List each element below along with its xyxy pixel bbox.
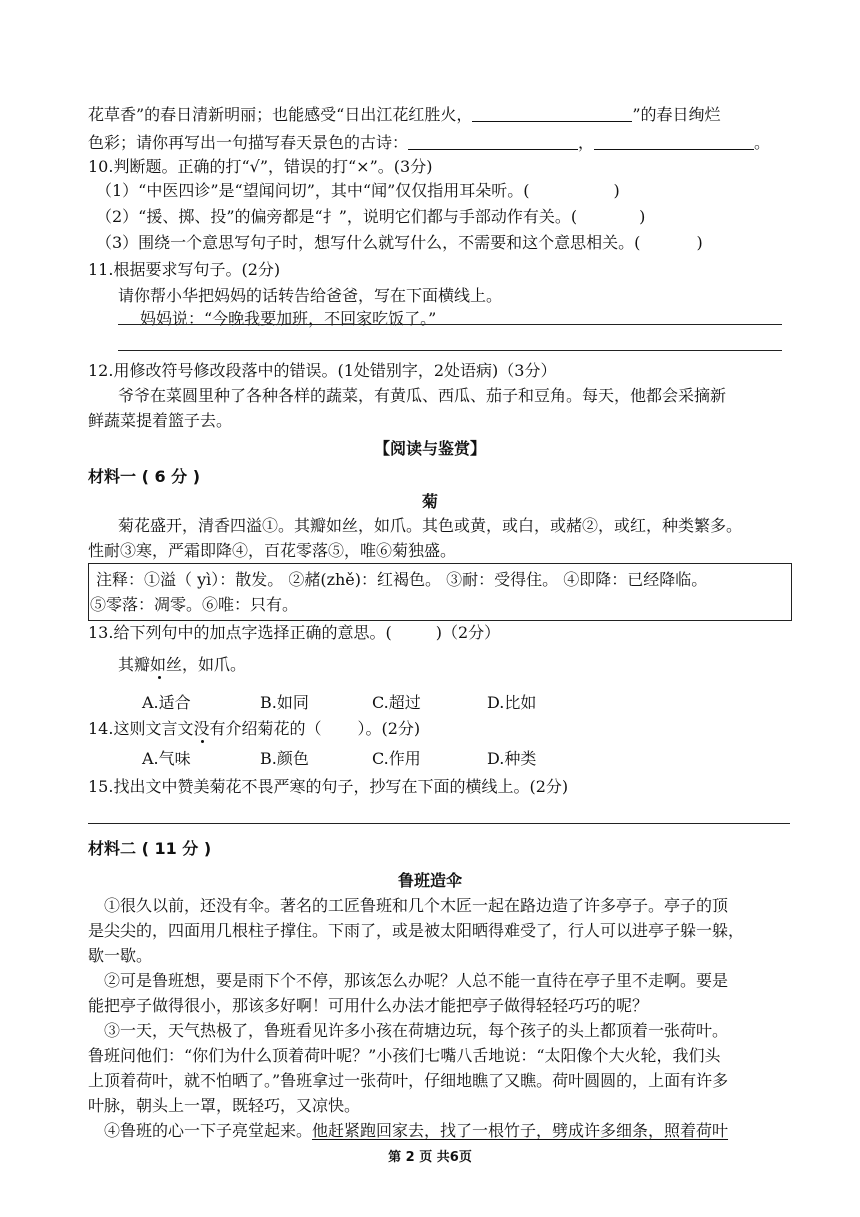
q13-title-text: 13.给下列句中的加点字选择正确的意思。( [88, 623, 392, 642]
q9-answer-blank-1[interactable] [472, 105, 632, 122]
q10-item-2-text: （2）“援、掷、投”的偏旁都是“扌”，说明它们都与手部动作有关。( [96, 207, 578, 226]
story-p3-line-4: 叶脉，朝头上一罩，既轻巧，又凉快。 [88, 1096, 361, 1115]
story-p4-underlined: 他赶紧跑回家去，找了一根竹子，劈成许多细条，照着荷叶 [312, 1121, 729, 1140]
q14-title [88, 718, 800, 740]
story-p1-line-2: 是尖尖的，四面用几根柱子撑住。下雨了，或是被太阳晒得难受了，行人可以进亭子躲一躲， [88, 921, 745, 940]
annotation-line-1: 注释：①溢（ yì）：散发。 ②赭(zhě)：红褐色。 ③耐：受得住。 ④即降：已经降临。 [96, 570, 708, 589]
q13-sentence-b: 丝，如爪。 [166, 655, 247, 674]
q13-sentence [118, 654, 800, 676]
q13-option-a: A.适合 [142, 693, 191, 712]
q13-option-d: D.比如 [487, 693, 537, 712]
section-title: 【阅读与鉴赏】 [373, 439, 486, 458]
q9-line-2 [88, 132, 800, 154]
story-p3-line-2: 鲁班问他们：“你们为什么顶着荷叶呢？”小孩们七嘴八舌地说：“太阳像个大火轮，我们头 [88, 1046, 721, 1065]
q10-title: 10.判断题。正确的打“√”，错误的打“×”。(3分) [88, 157, 433, 176]
story-p1-line-1: ①很久以前，还没有伞。著名的工匠鲁班和几个木匠一起在路边造了许多亭子。亭子的顶 [104, 896, 729, 915]
q10-item-3 [96, 232, 800, 254]
q10-item-3-text: （3）围绕一个意思写句子时，想写什么就写什么，不需要和这个意思相关。( [96, 233, 641, 252]
story-p1-line-3: 歇一歇。 [88, 946, 153, 965]
material2-heading: 材料二 ( 11 分 ) [88, 839, 212, 858]
story-p2-line-2: 能把亭子做得很小，那该多好啊！可用什么办法才能把亭子做得轻轻巧巧的呢？ [88, 996, 649, 1015]
q9-poem-blank-2[interactable] [594, 133, 754, 150]
q9-text-b: ”的春日绚烂 [632, 105, 721, 124]
story-p3-line-3: 上顶着荷叶，就不怕晒了。”鲁班拿过一张荷叶，仔细地瞧了又瞧。荷叶圆圆的，上面有许多 [88, 1071, 729, 1090]
story-p4-text: ④鲁班的心一下子亮堂起来。 [104, 1121, 313, 1140]
material1-text-line-1: 菊花盛开，清香四溢①。其瓣如丝，如爪。其色或黄，或白，或赭②，或红，种类繁多。 [118, 516, 743, 535]
q11-answer-line-1[interactable] [118, 324, 782, 325]
annotation-line-2: ⑤零落：凋零。⑥唯：只有。 [90, 595, 299, 614]
page-footer: 第 2 页 共6页 [388, 1150, 472, 1165]
q12-paragraph-line-1: 爷爷在菜圆里种了各种各样的蔬菜，有黄瓜、西瓜、茄子和豆角。每天，他都会采摘新 [118, 386, 727, 405]
q11-title: 11.根据要求写句子。(2分) [88, 260, 281, 279]
q9-text-c: 色彩；请你再写出一句描写春天景色的古诗： [88, 133, 409, 152]
story-p2-line-1: ②可是鲁班想，要是雨下个不停，那该怎么办呢？人总不能一直待在亭子里不走啊。要是 [104, 971, 729, 990]
q11-answer-line-2[interactable] [118, 350, 782, 351]
q13-sentence-a: 其瓣 [118, 655, 151, 674]
material1-text-line-2: 性耐③寒，严霜即降④，百花零落⑤，唯⑥菊独盛。 [88, 541, 457, 560]
q11-prompt: 请你帮小华把妈妈的话转告给爸爸，写在下面横线上。 [118, 286, 503, 305]
material2-story-title: 鲁班造伞 [397, 871, 462, 890]
q14-title-a: 14.这则文言文 [88, 719, 194, 738]
q10-item-1-text: （1）“中医四诊”是“望闻问切”，其中“闻”仅仅指用耳朵听。( [96, 181, 530, 200]
q13-title-score: )（2分） [435, 623, 501, 642]
q13-option-b: B.如同 [260, 693, 309, 712]
q14-dotted-char: 没 [193, 719, 210, 738]
q10-item-2 [96, 206, 800, 228]
q10-item-3-close: ) [696, 233, 703, 252]
q9-text-a: 花草香”的春日清新明丽；也能感受“日出江花红胜火， [88, 105, 473, 124]
q9-period: 。 [754, 133, 771, 152]
q13-title [88, 622, 800, 644]
q15-title: 15.找出文中赞美菊花不畏严寒的句子，抄写在下面的横线上。(2分) [88, 777, 569, 796]
q12-paragraph-line-2: 鲜蔬菜提着篮子去。 [88, 411, 233, 430]
story-p4-line-1 [104, 1120, 800, 1142]
q14-option-d: D.种类 [487, 749, 537, 768]
q14-option-c: C.作用 [372, 749, 421, 768]
q9-comma: ， [578, 133, 595, 152]
q14-option-a: A.气味 [142, 749, 191, 768]
q13-option-c: C.超过 [372, 693, 421, 712]
q14-title-b: 有介绍菊花的（ [209, 719, 322, 738]
q14-option-b: B.颜色 [260, 749, 309, 768]
q10-item-2-close: ) [639, 207, 646, 226]
q13-dotted-char: 如 [150, 655, 167, 674]
material1-poem-title: 菊 [421, 492, 438, 511]
q12-title: 12.用修改符号修改段落中的错误。(1处错别字，2处语病)（3分） [88, 361, 557, 380]
q11-quote: 妈妈说：“今晚我要加班，不回家吃饭了。” [140, 309, 437, 328]
q9-poem-blank-1[interactable] [408, 133, 578, 150]
q9-line-1 [88, 104, 800, 126]
q10-item-1 [96, 180, 800, 202]
q10-item-1-close: ) [613, 181, 620, 200]
material1-heading: 材料一 ( 6 分 ) [88, 467, 201, 486]
q15-answer-line[interactable] [88, 823, 790, 824]
story-p3-line-1: ③一天，天气热极了，鲁班看见许多小孩在荷塘边玩，每个孩子的头上都顶着一张荷叶。 [104, 1021, 729, 1040]
q14-title-c: ）。(2分) [357, 719, 421, 738]
